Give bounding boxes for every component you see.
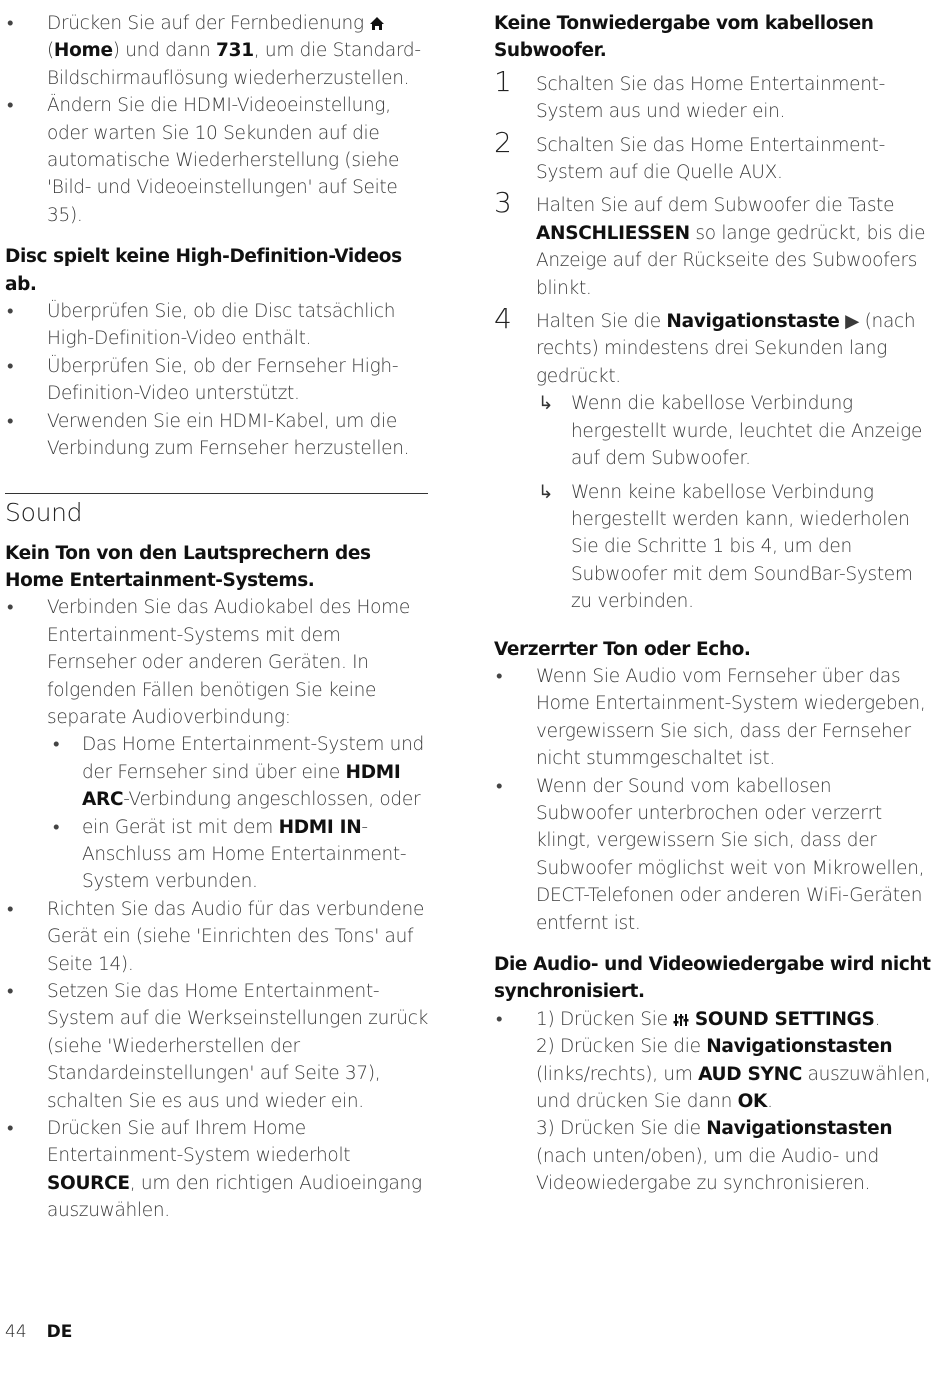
- step-number: 2: [494, 125, 512, 159]
- step: 1 Schalten Sie das Home Entertainment-System aus und wieder ein.: [494, 64, 885, 123]
- sync-step-2: 2) Drücken Sie die Navigationstasten (links/rechts), um AUD SYNC auszuwählen, und drücken Sie dann OK.: [536, 1036, 931, 1113]
- result-arrow-icon: ↳: [538, 393, 554, 415]
- intro-list: [5, 10, 428, 229]
- bullet: •: [7, 355, 14, 377]
- list-item: • Drücken Sie auf der Fernbedienung (Home) und dann 731, um die Standard-Bildschirmauflösung wiederherzustellen.: [5, 10, 428, 92]
- heading-av-sync: Die Audio- und Videowiedergabe wird nicht synchronisiert.: [494, 954, 931, 1003]
- step: 4 Halten Sie die Navigationstaste ▶ (nach rechts) mindestens drei Sekunden lang gedrückt. ↳ Wenn die kabellose Verbindung hergestellt wurde, leuchtet die Anzeige auf dem Subwoofer. ↳ Wenn keine kabellose Verbindung hergestellt werden kann, wiederholen Sie die Schritte 1 bis 4, um den Subwoofer mit dem SoundBar-System zu verbinden.: [494, 308, 932, 615]
- result-item: ↳ Wenn die kabellose Verbindung hergestellt wurde, leuchtet die Anzeige auf dem Subwoofer.: [536, 390, 932, 472]
- heading-no-subwoofer-sound: Keine Tonwiedergabe vom kabellosen Subwoofer.: [494, 13, 874, 62]
- step-number: 3: [494, 186, 512, 220]
- subwoofer-steps: [494, 64, 932, 616]
- section-title-sound: Sound: [5, 497, 83, 527]
- step-number: 4: [494, 302, 512, 336]
- home-label: Home: [53, 40, 113, 62]
- bullet: •: [53, 734, 60, 756]
- sub-list-item: • Das Home Entertainment-System und der Fernseher sind über eine HDMI ARC-Verbindung angeschlossen, oder: [47, 731, 428, 813]
- sub-list: [47, 731, 428, 895]
- list-item: • Verbinden Sie das Audiokabel des Home Entertainment-Systems mit dem Fernseher oder anderen Geräten. In folgenden Fällen benötigen Sie keine separate Audioverbindung: • Das Home Entertainment-System und der Fernseher sind über eine HDMI ARC-Verbindung angeschlossen, oder • ein Gerät ist mit dem HDMI IN-Anschluss am Home Entertainment-System verbunden.: [5, 594, 428, 895]
- right-column: [494, 10, 932, 1198]
- result-arrow-icon: ↳: [538, 481, 554, 503]
- language-code: DE: [46, 1322, 73, 1342]
- home-icon: [369, 16, 385, 31]
- hd-list: [5, 298, 428, 462]
- list-item: • Überprüfen Sie, ob der Fernseher High-Definition-Video unterstützt.: [5, 353, 428, 408]
- step-number: 1: [494, 64, 512, 98]
- bullet: •: [53, 816, 60, 838]
- sync-step-1: 1) Drücken Sie SOUND SETTINGS.: [536, 1008, 881, 1030]
- bullet: •: [7, 13, 14, 34]
- list-item: [494, 1006, 932, 1198]
- list-item: • Drücken Sie auf Ihrem Home Entertainment-System wiederholt SOURCE, um den richtigen Audioeingang auszuwählen.: [5, 1115, 428, 1225]
- list-item: • Richten Sie das Audio für das verbundene Gerät ein (siehe 'Einrichten des Tons' auf Seite 14).: [5, 896, 428, 978]
- code-731: 731: [216, 40, 254, 62]
- sound-settings-icon: [673, 1012, 689, 1027]
- list-item: • Setzen Sie das Home Entertainment-System auf die Werkseinstellungen zurück (siehe 'Wiederherstellen der Standardeinstellungen' auf Seite 37), schalten Sie es aus und wieder ein.: [5, 978, 428, 1115]
- bullet: •: [496, 1008, 503, 1030]
- bullet: •: [7, 95, 14, 117]
- step: 2 Schalten Sie das Home Entertainment-System auf die Quelle AUX.: [494, 125, 885, 184]
- heading-no-sound: Kein Ton von den Lautsprechern des Home Entertainment-Systems.: [5, 542, 371, 591]
- bullet: •: [7, 981, 14, 1002]
- no-sound-list: [5, 594, 428, 1224]
- heading-hd-video: Disc spielt keine High-Definition-Videos ab.: [5, 246, 402, 295]
- section-divider: [5, 493, 428, 494]
- page-footer: [5, 1322, 72, 1342]
- sync-step-3: 3) Drücken Sie die Navigationstasten (nach unten/oben), um die Audio- und Videowiedergabe zu synchronisieren.: [536, 1118, 893, 1195]
- bullet: •: [496, 665, 503, 687]
- list-item: • Wenn der Sound vom kabellosen Subwoofer unterbrochen oder verzerrt klingt, vergewissern Sie sich, dass der Subwoofer möglichst weit von Mikrowellen, DECT-Telefonen oder anderen WiFi-Geräten entfernt ist.: [494, 773, 932, 937]
- step: 3 Halten Sie auf dem Subwoofer die Taste ANSCHLIESSEN so lange gedrückt, bis die Anzeige auf der Rückseite des Subwoofers blinkt.: [494, 186, 926, 299]
- bullet: •: [7, 597, 14, 619]
- list-item: • Wenn Sie Audio vom Fernseher über das Home Entertainment-System wiedergeben, vergewissern Sie sich, dass der Fernseher nicht stummgeschaltet ist.: [494, 663, 932, 773]
- echo-list: [494, 663, 932, 937]
- sync-list: [494, 1006, 932, 1198]
- bullet: •: [7, 898, 14, 920]
- heading-distorted-sound: Verzerrter Ton oder Echo.: [494, 638, 751, 660]
- bullet: •: [7, 410, 14, 432]
- sub-list-item: • ein Gerät ist mit dem HDMI IN-Anschluss am Home Entertainment-System verbunden.: [47, 814, 428, 896]
- bullet: •: [7, 301, 14, 323]
- list-item: • Verwenden Sie ein HDMI-Kabel, um die Verbindung zum Fernseher herzustellen.: [5, 408, 428, 463]
- bullet: •: [496, 775, 503, 797]
- list-item: • Überprüfen Sie, ob die Disc tatsächlich High-Definition-Video enthält.: [5, 298, 428, 353]
- left-column: [5, 10, 428, 1225]
- bullet: •: [7, 1118, 14, 1140]
- page-number: 44: [5, 1322, 27, 1342]
- list-item: • Ändern Sie die HDMI-Videoeinstellung, oder warten Sie 10 Sekunden auf die automatische Wiederherstellung (siehe 'Bild- und Videoeinstellungen' auf Seite 35).: [5, 92, 428, 229]
- result-item: ↳ Wenn keine kabellose Verbindung hergestellt werden kann, wiederholen Sie die Schritte 1 bis 4, um den Subwoofer mit dem SoundBar-System zu verbinden.: [536, 479, 932, 616]
